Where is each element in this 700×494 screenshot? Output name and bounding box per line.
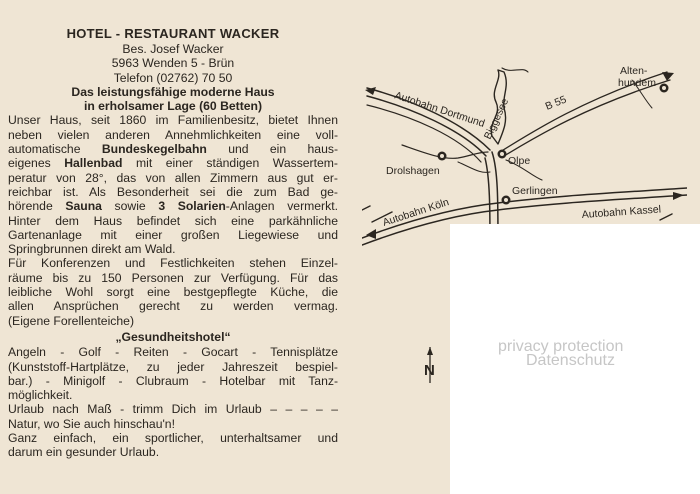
hotel-description [8, 26, 338, 460]
text-line: neben vielen anderen Annehmlichkeiten eine voll- [8, 127, 338, 142]
route-map [362, 60, 687, 246]
text-line: peratur von 28°, das von allen Zimmern aus gut er- [8, 170, 338, 185]
text-line: (Eigene Forellenteiche) [8, 313, 135, 328]
text-line: räume bis zu 150 Personen zur Verfügung. Für das [8, 270, 338, 285]
owner-line: Bes. Josef Wacker [122, 42, 224, 56]
text-line: Hinter dem Haus befindet sich eine parkähnliche [8, 213, 338, 228]
text-line: hörende Sauna sowie 3 Solarien-Anlagen vermerkt. [8, 199, 338, 214]
text-line: (Kunststoff-Hartplätze, zu jeder Jahreszeit bespiel- [8, 359, 338, 374]
text-line: Unser Haus, seit 1860 im Familienbesitz, bietet Ihnen [8, 113, 338, 128]
address-line: 5963 Wenden 5 - Brün [111, 56, 235, 71]
tagline-1: Das leistungsfähige moderne Haus [71, 84, 275, 99]
text-line: allen Ansprüchen gerecht zu werden vermag. [8, 299, 338, 314]
letterhead [8, 26, 338, 113]
label-drolshagen: Drolshagen [386, 165, 440, 177]
text-line: Angeln - Golf - Reiten - Gocart - Tennisplätze [8, 345, 338, 360]
text-line: reichbar ist. Als Besonderheit sei die zum Bad ge- [8, 184, 338, 199]
tagline-2: in erholsamer Lage (60 Betten) [83, 99, 263, 114]
label-altenhundem-2: hundem [618, 77, 656, 89]
north-label: N [424, 362, 435, 379]
label-autobahn-kassel: Autobahn Kassel [581, 203, 662, 221]
text-line: Urlaub nach Maß - trimm Dich im Urlaub – – – – – [8, 402, 338, 417]
label-gerlingen: Gerlingen [512, 185, 558, 197]
phone-line: Telefon (02762) 70 50 [113, 70, 233, 85]
label-altenhundem-1: Alten- [620, 65, 648, 77]
privacy-line-2: Datenschutz [526, 352, 615, 369]
text-line: eigenes Hallenbad mit einer ständigen Wassertem- [8, 156, 338, 171]
hotel-title: HOTEL - RESTAURANT WACKER [66, 26, 280, 41]
text-line: Gartenanlage mit einer großen Liegewiese und [8, 227, 338, 242]
text-line: darum ein gesunder Urlaub. [8, 445, 160, 460]
text-line: Ganz einfach, ein sportlicher, unterhaltsamer und [8, 431, 338, 446]
privacy-overlay [450, 224, 700, 494]
text-line: Springbrunnen direkt am Wald. [8, 242, 176, 257]
text-line: Für Konferenzen und Festlichkeiten stehen Einzel- [8, 256, 338, 271]
label-autobahn-koeln: Autobahn Köln [381, 196, 451, 229]
text-line: möglichkeit. [8, 388, 73, 403]
description-paragraph [8, 113, 338, 327]
text-line: bar.) - Minigolf - Clubraum - Hotelbar mit Tanz- [8, 373, 338, 388]
section-title: „Gesundheitshotel“ [115, 329, 231, 344]
north-arrow-icon [415, 345, 445, 385]
label-b55: B 55 [543, 93, 569, 113]
activities-paragraph [8, 345, 338, 459]
privacy-line-1: privacy protection [498, 338, 624, 355]
text-line: Natur, wo Sie auch hinschau'n! [8, 416, 175, 431]
text-line: automatische Bundeskegelbahn und ein haus- [8, 142, 339, 157]
label-biggesee: Biggesee [481, 96, 512, 142]
label-autobahn-dortmund: Autobahn Dortmund [393, 89, 487, 130]
text-line: leibliche Wohl sorgt eine bestgepflegte Küche, die [8, 285, 338, 300]
label-olpe: Olpe [508, 155, 531, 167]
